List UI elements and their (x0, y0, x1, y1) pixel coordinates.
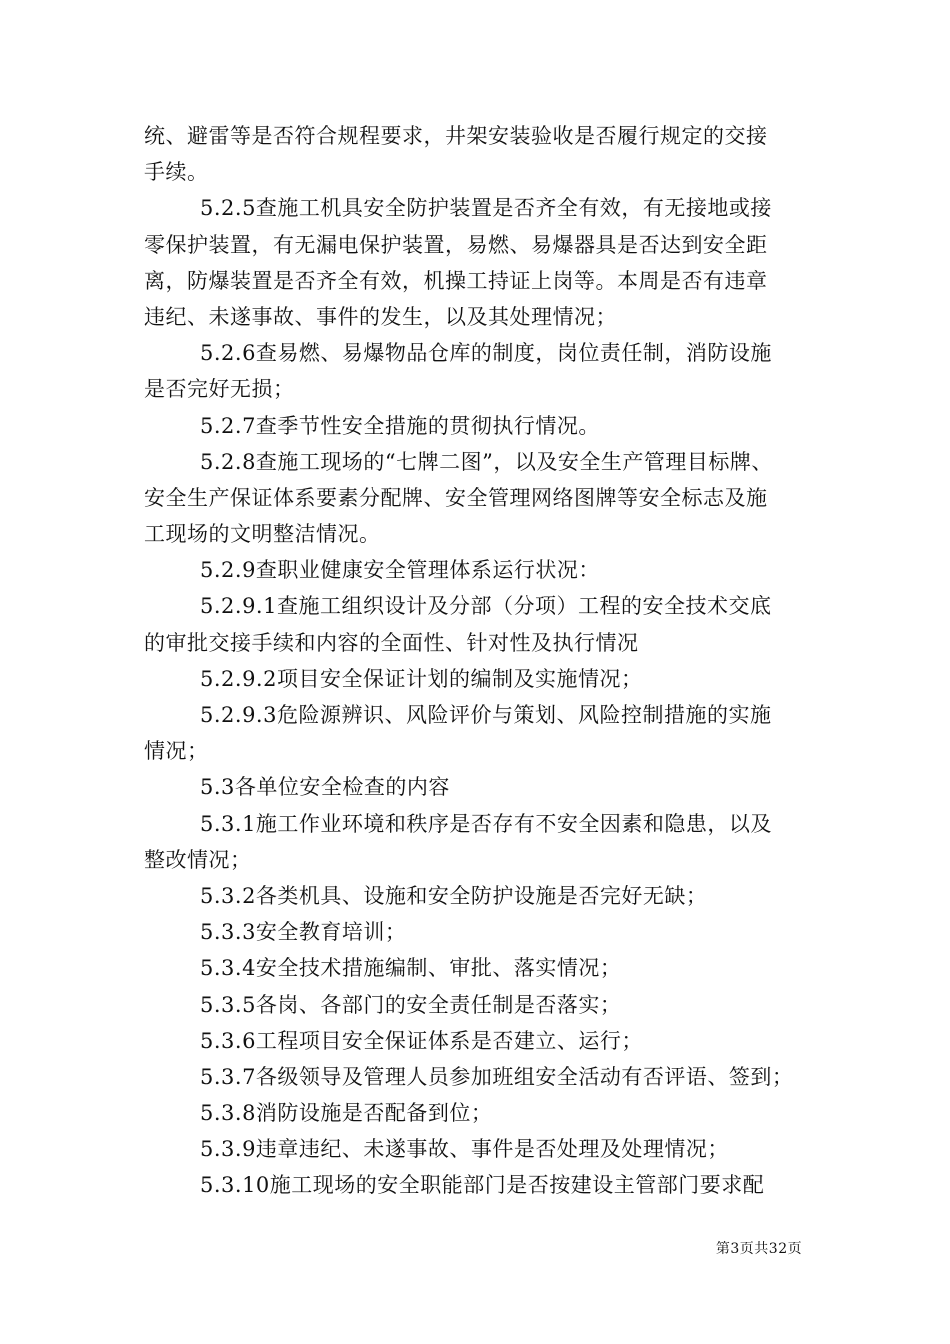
text-line: 5.3.10施工现场的安全职能部门是否按建设主管部门要求配 (200, 1173, 765, 1198)
text-line: 5.3.2各类机具、设施和安全防护设施是否完好无缺； (200, 883, 708, 908)
text-line: 5.3各单位安全检查的内容 (200, 775, 450, 800)
text-line: 5.3.8消防设施是否配备到位； (200, 1101, 493, 1126)
text-line: 离，防爆装置是否齐全有效，机操工持证上岗等。本周是否有违章 (144, 268, 768, 293)
text-line: 情况； (144, 739, 209, 764)
text-line: 5.3.5各岗、各部门的安全责任制是否落实； (200, 992, 622, 1017)
text-line: 5.3.6工程项目安全保证体系是否建立、运行； (200, 1028, 643, 1053)
text-line: 是否完好无损； (144, 377, 295, 402)
text-line: 的审批交接手续和内容的全面性、针对性及执行情况 (144, 630, 639, 655)
text-line: 5.3.4安全技术措施编制、审批、落实情况； (200, 956, 622, 981)
text-line: 5.2.5查施工机具安全防护装置是否齐全有效，有无接地或接 (200, 196, 772, 221)
text-line: 违纪、未遂事故、事件的发生，以及其处理情况； (144, 304, 617, 329)
page-number: 第3页共32页 (715, 1241, 803, 1257)
text-line: 统、避雷等是否符合规程要求，井架安装验收是否履行规定的交接 (144, 124, 768, 148)
text-line: 5.3.7各级领导及管理人员参加班组安全活动有否评语、签到； (200, 1064, 794, 1089)
text-line: 5.2.8查施工现场的“七牌二图”，以及安全生产管理目标牌、 (200, 449, 773, 474)
document-body (144, 118, 814, 1204)
text-line: 5.2.7查季节性安全措施的贯彻执行情况。 (200, 413, 600, 438)
text-line: 5.3.9违章违纪、未遂事故、事件是否处理及处理情况； (200, 1137, 729, 1162)
text-line: 手续。 (144, 160, 209, 185)
page-footer (0, 1238, 950, 1258)
text-line: 5.3.3安全教育培训； (200, 920, 407, 945)
text-line: 5.2.9.1查施工组织设计及分部（分项）工程的安全技术交底 (200, 594, 772, 619)
text-line: 5.2.6查易燃、易爆物品仓库的制度，岗位责任制，消防设施 (200, 341, 772, 366)
text-line: 5.2.9查职业健康安全管理体系运行状况： (200, 558, 600, 583)
text-line: 工现场的文明整洁情况。 (144, 522, 381, 547)
text-line: 安全生产保证体系要素分配牌、安全管理网络图牌等安全标志及施 (144, 485, 768, 510)
text-line: 5.3.1施工作业环境和秩序是否存有不安全因素和隐患，以及 (200, 811, 772, 836)
text-line: 5.2.9.3危险源辨识、风险评价与策划、风险控制措施的实施 (200, 703, 772, 727)
text-line: 整改情况； (144, 847, 252, 872)
text-line: 零保护装置，有无漏电保护装置，易燃、易爆器具是否达到安全距 (144, 232, 768, 257)
text-line: 5.2.9.2项目安全保证计划的编制及实施情况； (200, 666, 643, 691)
